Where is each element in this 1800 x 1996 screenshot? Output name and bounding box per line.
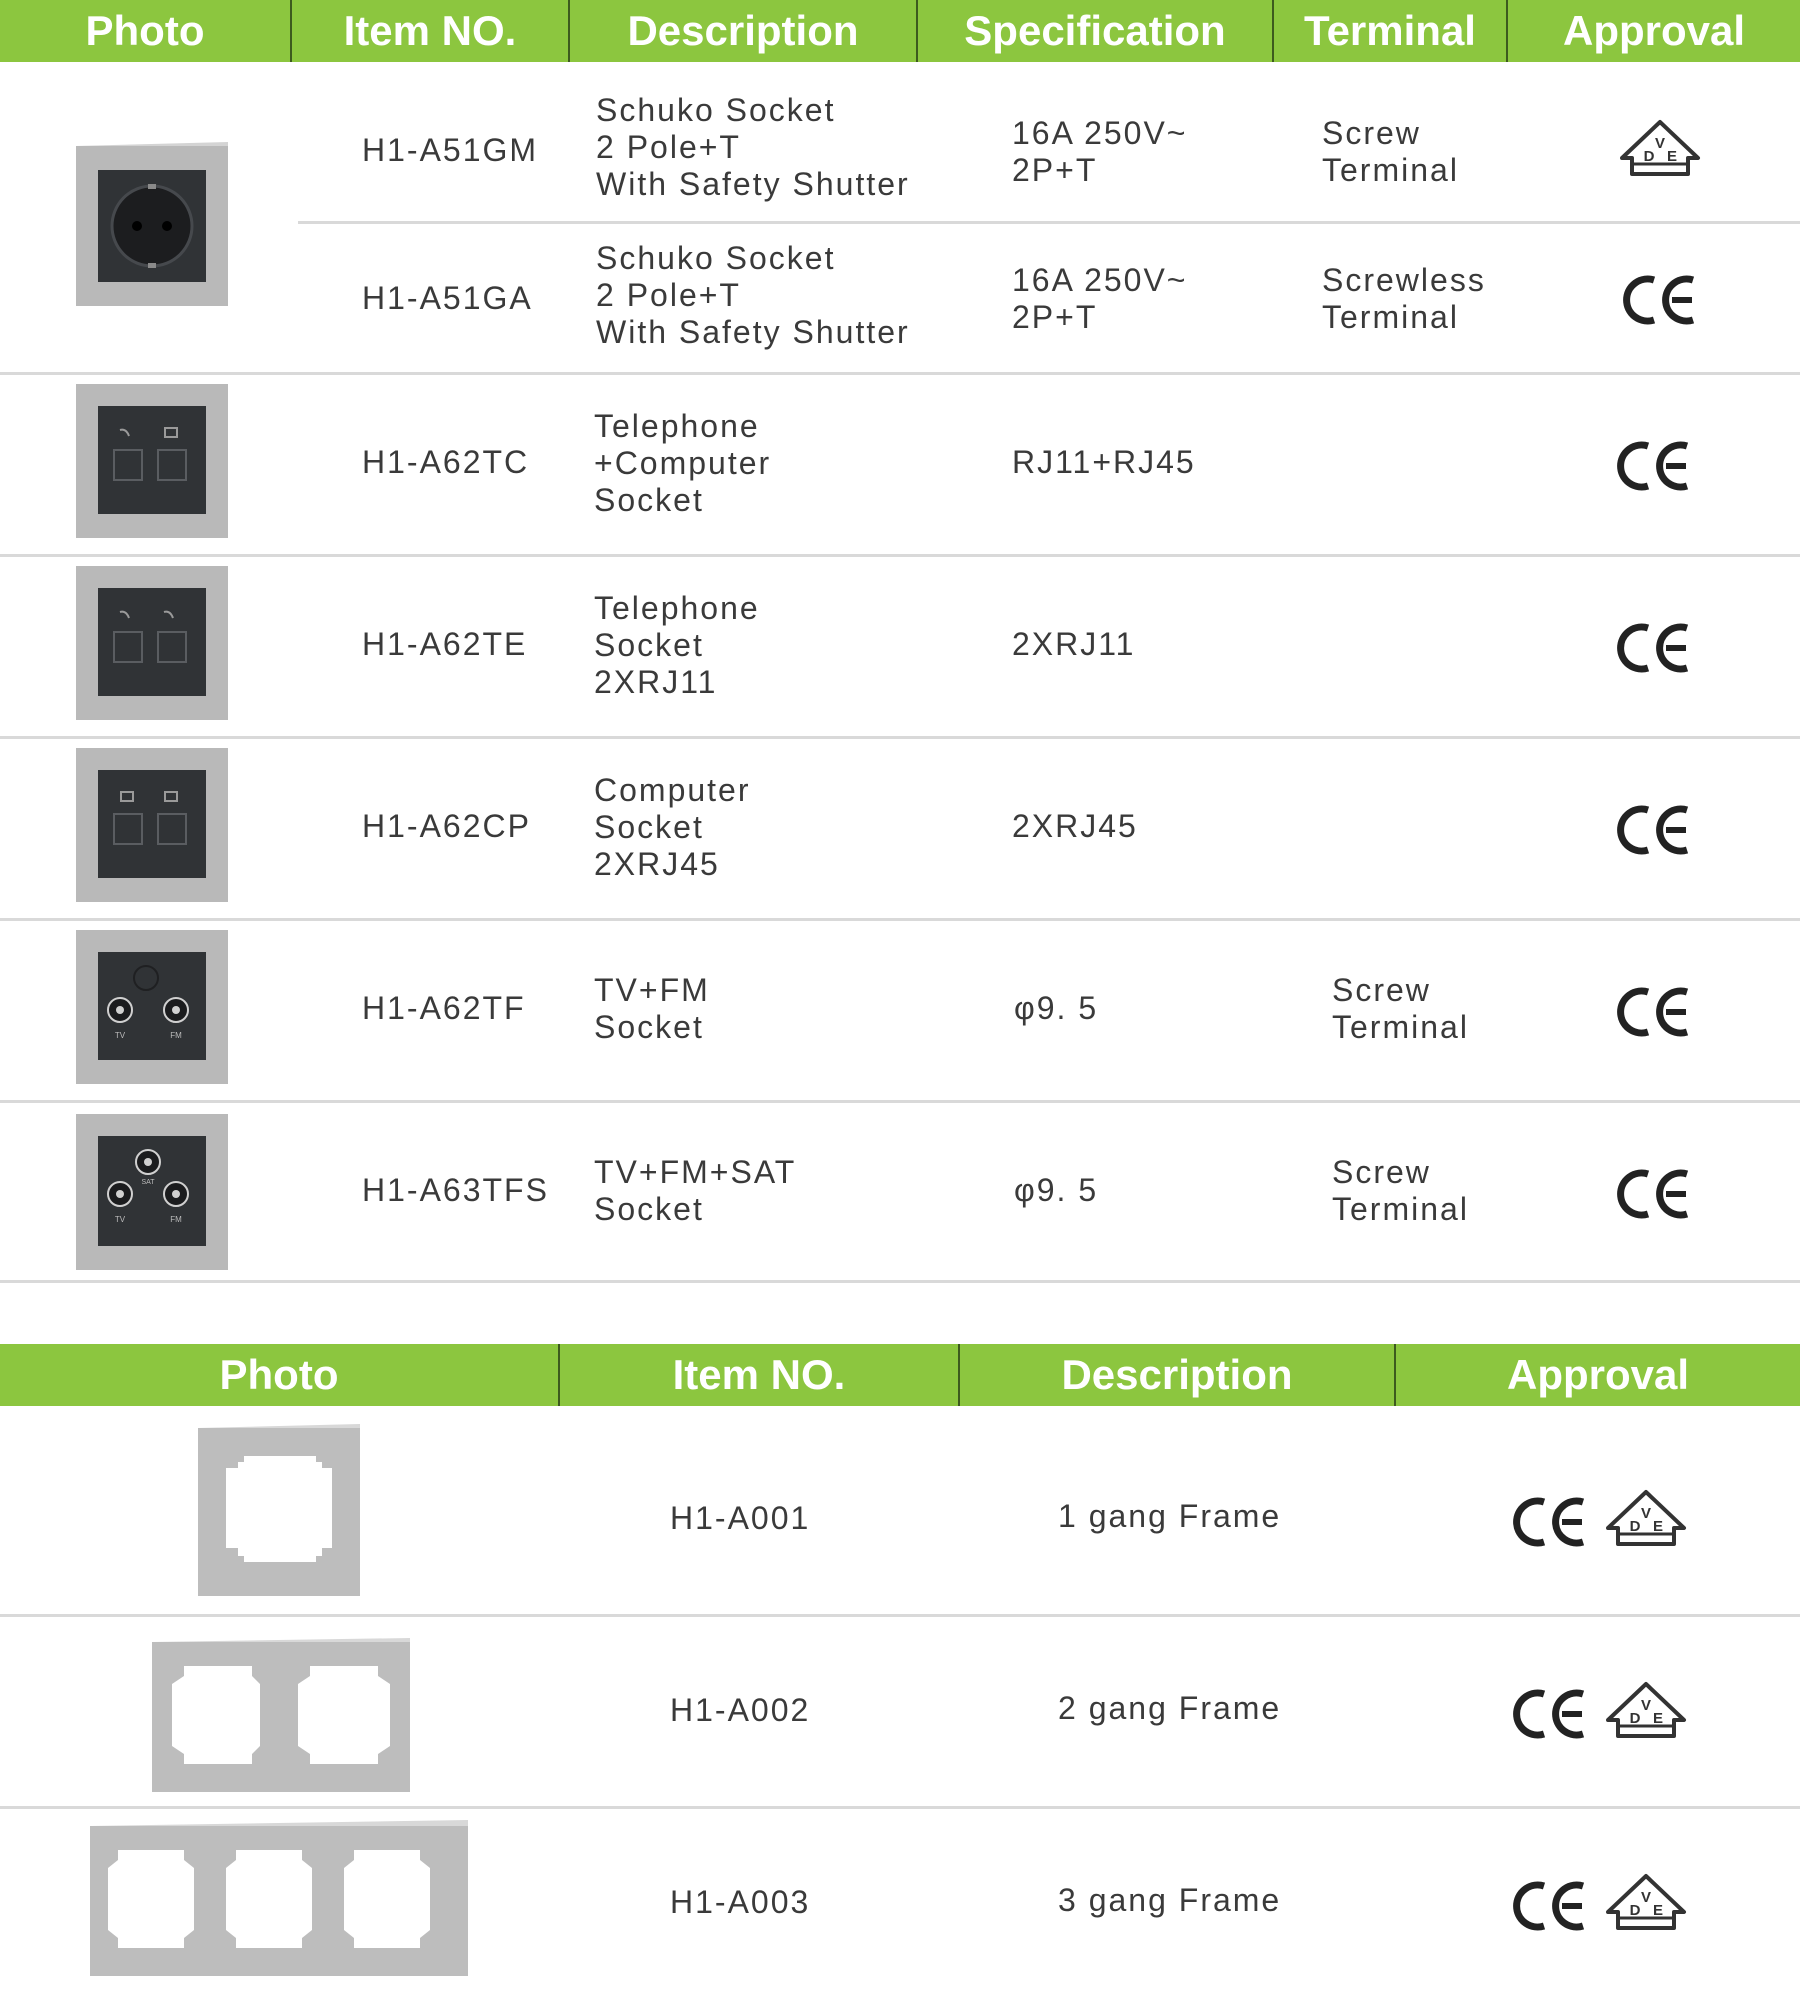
row-divider [0,372,1800,375]
tv-label: TV [114,1215,126,1224]
row-divider [0,1806,1800,1809]
header-photo: Photo [85,7,205,54]
terminal-line: Screw [1332,1154,1431,1190]
description-line: +Computer [594,445,772,481]
row-divider [298,221,1800,224]
specification-line: 2P+T [1012,152,1098,188]
item-number: H1-A62CP [362,808,531,844]
svg-text:V: V [1640,1505,1652,1522]
svg-text:D: D [1629,1902,1641,1919]
ce-icon [1614,1166,1694,1222]
tv-label: TV [114,1031,126,1040]
description-line: 2 Pole+T [596,277,741,313]
svg-text:V: V [1654,135,1666,152]
specification-line: 2XRJ11 [1012,626,1136,662]
row-divider [0,736,1800,739]
description: 2 gang Frame [1058,1690,1282,1726]
fm-label: FM [170,1031,182,1040]
one-gang-frame-photo [196,1424,364,1600]
specification-line: 2P+T [1012,299,1098,335]
header-photo: Photo [219,1351,339,1398]
description: 1 gang Frame [1058,1498,1282,1534]
item-number: H1-A62TE [362,626,528,662]
svg-text:E: E [1652,1902,1664,1919]
svg-text:D: D [1643,148,1655,165]
vde-icon [1604,1488,1688,1552]
description-line: 2XRJ45 [594,846,720,882]
ce-icon [1614,438,1694,494]
svg-text:E: E [1666,148,1678,165]
computer-socket-photo [74,742,234,906]
item-number: H1-A63TFS [362,1172,549,1208]
svg-text:D: D [1629,1710,1641,1727]
two-gang-frame-photo [150,1636,414,1796]
description-line: Socket [594,482,704,518]
description: 3 gang Frame [1058,1882,1282,1918]
row-divider [0,918,1800,921]
schuko-socket-photo [74,140,234,312]
terminal-line: Terminal [1332,1191,1469,1227]
svg-text:V: V [1640,1697,1652,1714]
svg-text:E: E [1652,1518,1664,1535]
terminal-line: Terminal [1322,299,1459,335]
item-number: H1-A51GM [362,132,539,168]
svg-text:D: D [1629,1518,1641,1535]
item-number: H1-A51GA [362,280,533,316]
telephone-socket-photo [74,560,234,724]
item-number: H1-A62TC [362,444,530,480]
item-number: H1-A001 [670,1500,811,1536]
item-number: H1-A003 [670,1884,811,1920]
item-number: H1-A002 [670,1692,811,1728]
fm-label: FM [170,1215,182,1224]
tv-fm-sat-socket-photo [74,1108,234,1274]
terminal-line: Terminal [1322,152,1459,188]
header-terminal: Terminal [1304,7,1476,54]
table1-header [0,0,1800,62]
row-divider [0,1100,1800,1103]
telephone-computer-socket-photo [74,378,234,542]
header-specification: Specification [964,7,1226,54]
ce-icon [1510,1686,1590,1742]
three-gang-frame-photo [88,1818,472,1980]
description-line: Schuko Socket [596,240,836,276]
ce-icon [1614,802,1694,858]
row-divider [0,1614,1800,1617]
ce-icon [1620,272,1700,328]
vde-icon [1604,1680,1688,1744]
terminal-line: Screwless [1322,262,1486,298]
specification-line: φ9. 5 [1014,990,1099,1026]
description-line: 2 Pole+T [596,129,741,165]
description-line: Telephone [594,408,760,444]
terminal-line: Screw [1332,972,1431,1008]
header-item-no: Item NO. [672,1351,846,1398]
table2-header [0,1344,1800,1406]
description-line: Socket [594,1191,704,1227]
vde-icon [1618,118,1702,182]
specification-line: 16A 250V~ [1012,262,1188,298]
row-divider [0,554,1800,557]
description-line: Socket [594,627,704,663]
sat-label: SAT [141,1179,155,1186]
ce-icon [1510,1494,1590,1550]
header-item-no: Item NO. [343,7,517,54]
vde-icon [1604,1872,1688,1936]
ce-icon [1614,984,1694,1040]
item-number: H1-A62TF [362,990,526,1026]
ce-icon [1614,620,1694,676]
description-line: With Safety Shutter [596,166,910,202]
description-line: Computer [594,772,751,808]
specification-line: φ9. 5 [1014,1172,1099,1208]
description-line: TV+FM [594,972,710,1008]
ce-icon [1510,1878,1590,1934]
specification-line: RJ11+RJ45 [1012,444,1196,480]
terminal-line: Terminal [1332,1009,1469,1045]
svg-text:V: V [1640,1889,1652,1906]
description-line: With Safety Shutter [596,314,910,350]
description-line: 2XRJ11 [594,664,718,700]
header-description: Description [1061,1351,1293,1398]
description-line: Telephone [594,590,760,626]
header-approval: Approval [1506,1351,1690,1398]
header-approval: Approval [1562,7,1746,54]
description-line: Socket [594,1009,704,1045]
description-line: Schuko Socket [596,92,836,128]
terminal-line: Screw [1322,115,1421,151]
description-line: Socket [594,809,704,845]
row-divider [0,1280,1800,1283]
header-description: Description [627,7,859,54]
svg-text:E: E [1652,1710,1664,1727]
description-line: TV+FM+SAT [594,1154,797,1190]
specification-line: 16A 250V~ [1012,115,1188,151]
specification-line: 2XRJ45 [1012,808,1138,844]
tv-fm-socket-photo [74,924,234,1088]
